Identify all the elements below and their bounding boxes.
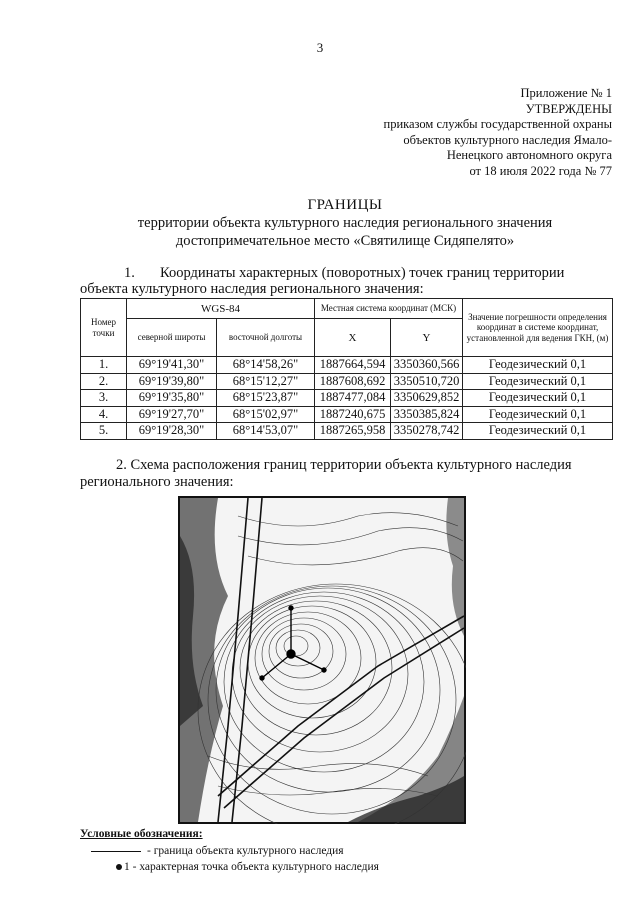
point-dot-icon (116, 864, 122, 870)
cell-longitude: 68°14'58,26" (217, 357, 315, 374)
cell-x: 1887240,675 (315, 406, 391, 423)
cell-error: Геодезический 0,1 (463, 357, 613, 374)
cell-latitude: 69°19'28,30" (127, 423, 217, 440)
cell-error: Геодезический 0,1 (463, 423, 613, 440)
cell-x: 1887477,084 (315, 390, 391, 407)
section-1-number: 1. (124, 265, 135, 281)
cell-point-number: 4. (81, 406, 127, 423)
boundary-scheme-map (178, 496, 466, 824)
table-row (81, 390, 613, 407)
legend-point (116, 861, 379, 874)
section-2-heading (80, 457, 612, 491)
cell-error: Геодезический 0,1 (463, 406, 613, 423)
cell-error: Геодезический 0,1 (463, 373, 613, 390)
section-2-text-line-1: 2. Схема расположения границ территории объекта культурного наследия (116, 457, 572, 473)
header-error: Значение погрешности определения координат в системе координат, установленной для ведения ГКН, (м) (463, 299, 613, 357)
document-title: ГРАНИЦЫ (307, 197, 383, 213)
cell-latitude: 69°19'35,80" (127, 390, 217, 407)
approval-agency: объектов культурного наследия Ямало- (403, 132, 612, 147)
table-row (81, 423, 613, 440)
cell-x: 1887608,692 (315, 373, 391, 390)
approval-block (312, 86, 612, 179)
subtitle-line-1: территории объекта культурного наследия регионального значения (137, 215, 553, 231)
header-longitude: восточной долготы (217, 319, 315, 357)
cell-latitude: 69°19'27,70" (127, 406, 217, 423)
legend-title: Условные обозначения: (80, 828, 203, 840)
cell-y: 3350385,824 (391, 406, 463, 423)
cell-point-number: 1. (81, 357, 127, 374)
section-1-text-line-2: объекта культурного наследия регионального значения: (80, 281, 424, 297)
header-point-number: Номер точки (81, 299, 127, 357)
document-subtitle (80, 214, 610, 250)
cell-y: 3350360,566 (391, 357, 463, 374)
legend-boundary-text: - граница объекта культурного наследия (147, 845, 344, 857)
approval-order: приказом службы государственной охраны (383, 117, 612, 131)
header-y: Y (391, 319, 463, 357)
section-2-text-line-2: регионального значения: (80, 474, 234, 490)
subtitle-line-2: достопримечательное место «Святилище Сидяпелято» (175, 233, 515, 249)
header-wgs84: WGS-84 (127, 299, 315, 319)
cell-x: 1887265,958 (315, 423, 391, 440)
cell-y: 3350510,720 (391, 373, 463, 390)
cell-longitude: 68°15'12,27" (217, 373, 315, 390)
page-number: 3 (316, 40, 324, 55)
cell-longitude: 68°15'02,97" (217, 406, 315, 423)
header-latitude: северной широты (127, 319, 217, 357)
approval-date: от 18 июля 2022 года № 77 (469, 163, 612, 178)
header-msk: Местная система координат (МСК) (315, 299, 463, 319)
legend-boundary (91, 845, 344, 858)
table-row (81, 406, 613, 423)
approval-region: Ненецкого автономного округа (446, 148, 612, 162)
cell-y: 3350278,742 (391, 423, 463, 440)
cell-latitude: 69°19'39,80" (127, 373, 217, 390)
cell-error: Геодезический 0,1 (463, 390, 613, 407)
cell-point-number: 3. (81, 390, 127, 407)
legend-point-text: - характерная точка объекта культурного наследия (132, 861, 379, 873)
cell-longitude: 68°15'23,87" (217, 390, 315, 407)
legend-point-label: 1 (124, 861, 130, 873)
table-row (81, 357, 613, 374)
cell-point-number: 5. (81, 423, 127, 440)
cell-x: 1887664,594 (315, 357, 391, 374)
approval-approved: УТВЕРЖДЕНЫ (525, 101, 612, 116)
table-row (81, 373, 613, 390)
cell-longitude: 68°14'53,07" (217, 423, 315, 440)
section-1-heading (80, 265, 612, 297)
cell-y: 3350629,852 (391, 390, 463, 407)
boundary-line-icon (91, 851, 141, 852)
coordinates-table (80, 298, 613, 440)
cell-latitude: 69°19'41,30" (127, 357, 217, 374)
approval-appendix: Приложение № 1 (520, 86, 612, 100)
header-x: X (315, 319, 391, 357)
cell-point-number: 2. (81, 373, 127, 390)
section-1-text-line-1: Координаты характерных (поворотных) точек границ территории (160, 265, 565, 281)
